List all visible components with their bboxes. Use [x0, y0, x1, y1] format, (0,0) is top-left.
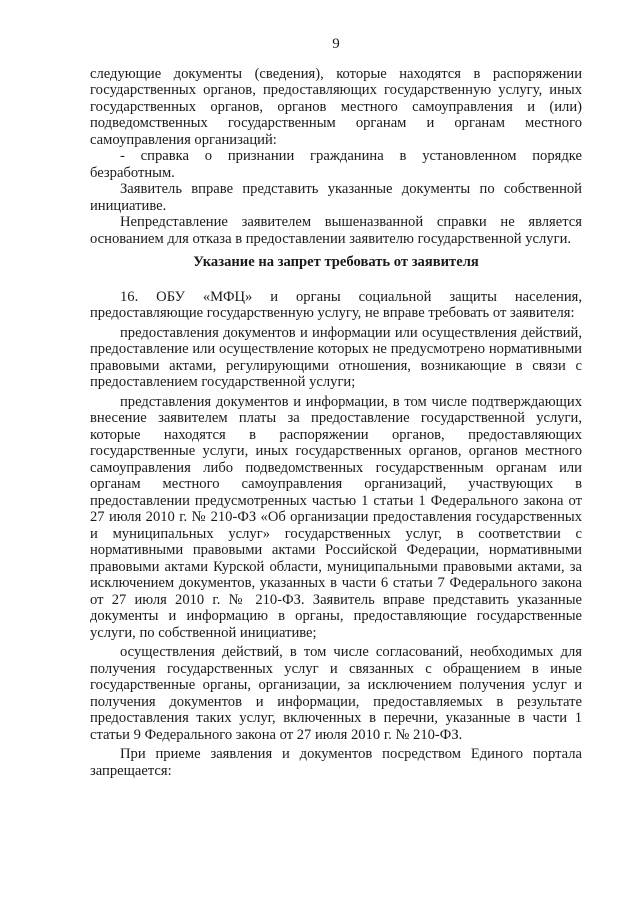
paragraph-unemployment-certificate: - справка о признании гражданина в установленном порядке безработным.	[90, 148, 582, 181]
paragraph-own-initiative: Заявитель вправе представить указанные документы по собственной инициативе.	[90, 181, 582, 214]
document-page	[90, 36, 582, 779]
paragraph-representation-documents: представления документов и информации, в том числе подтверждающих внесение заявителем платы за предоставление государственной услуги, которые находятся в распоряжении органов, предоставляющих государственные услуги, иных государственных органов, органов местного самоуправления либо подведомственных государственным органам или органам местного самоуправления организаций, участвующих в предоставлении предусмотренных частью 1 статьи 1 Федерального закона от 27 июля 2010 г. № 210-ФЗ «Об организации предоставления государственных и муниципальных услуг» государственных услуг, в соответствии с нормативными правовыми актами Российской Федерации, нормативными правовыми актами Курской области, муниципальными правовыми актами, за исключением документов, указанных в части 6 статьи 7 Федерального закона от 27 июля 2010 г. № 210-ФЗ. Заявитель вправе представить указанные документы и информацию в органы, предоставляющие государственные услуги, по собственной инициативе;	[90, 393, 582, 641]
page-number: 9	[332, 36, 340, 52]
paragraph-not-grounds-for-refusal: Непредставление заявителем вышеназванной справки не является основанием для отказа в предоставлении заявителю государственной услуги.	[90, 214, 582, 247]
paragraph-single-portal: При приеме заявления и документов посредством Единого портала запрещается:	[90, 746, 582, 779]
paragraph-carrying-out-actions: осуществления действий, в том числе согласований, необходимых для получения государственных услуг и связанных с обращением в иные государственные органы, организации, за исключением получения услуг и получения документов и информации, предоставляемых в результате предоставления таких услуг, включенных в перечни, указанные в части 1 статьи 9 Федерального закона от 27 июля 2010 г. № 210-ФЗ.	[90, 644, 582, 743]
paragraph-documents-info: следующие документы (сведения), которые находятся в распоряжении государственных органов, предоставляющих государственную услугу, иных государственных органов, органов местного самоуправления и (или) подведомственных государственным органам и органам местного самоуправления организаций:	[90, 65, 582, 148]
paragraph-item-16: 16. ОБУ «МФЦ» и органы социальной защиты населения, предоставляющие государственную услугу, не вправе требовать от заявителя:	[90, 288, 582, 321]
section-heading: Указание на запрет требовать от заявителя	[193, 254, 479, 270]
paragraph-provision-documents: предоставления документов и информации или осуществления действий, предоставление или осуществление которых не предусмотрено нормативными правовыми актами, регулирующими отношения, возникающие в связи с предоставлением государственной услуги;	[90, 324, 582, 390]
